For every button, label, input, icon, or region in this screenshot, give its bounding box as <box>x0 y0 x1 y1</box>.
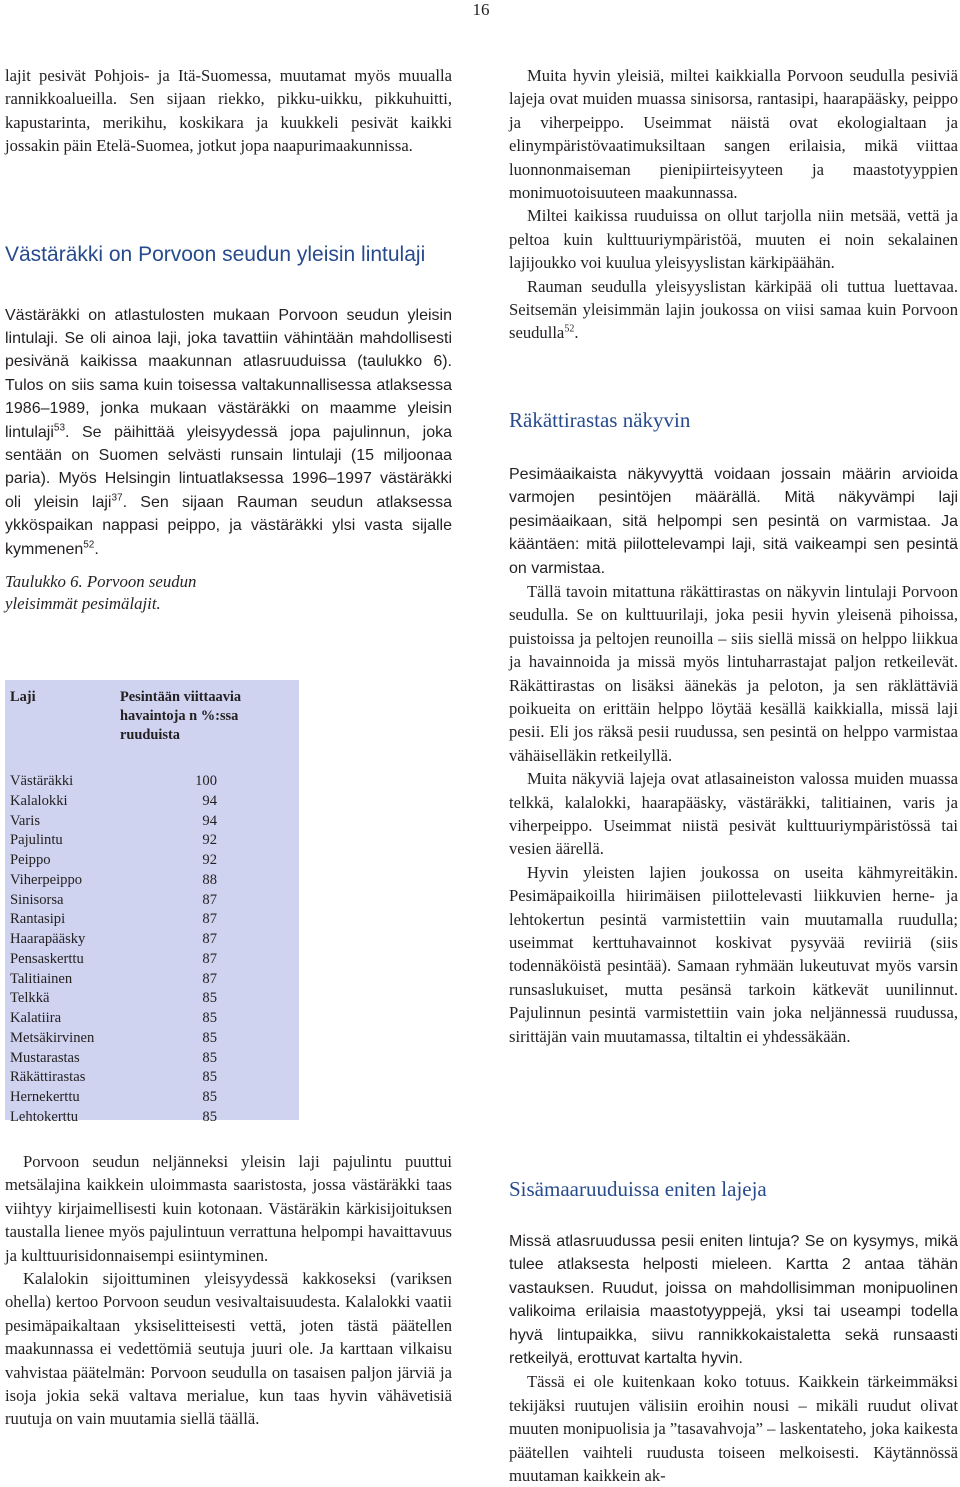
page-number: 16 <box>472 0 490 19</box>
species-name: Hernekerttu <box>10 1089 80 1105</box>
species-name: Lehtokerttu <box>10 1108 79 1125</box>
table-row <box>10 1088 294 1108</box>
section-heading-rakattirastas: Räkättirastas näkyvin <box>509 407 691 432</box>
table-header <box>10 688 294 745</box>
species-percentage: 85 <box>202 1089 217 1105</box>
section-heading-vastarakki: Västäräkki on Porvoon seudun yleisin lintulaji <box>5 242 426 266</box>
left-column <box>5 64 452 615</box>
table-row <box>10 1108 294 1128</box>
species-name: Pensaskerttu <box>10 950 84 967</box>
table-row <box>10 792 294 812</box>
header-species: Laji <box>10 689 36 705</box>
species-percentage: 88 <box>202 871 217 888</box>
species-name: Telkkä <box>10 990 50 1007</box>
table-row <box>10 930 294 950</box>
paragraph-rauma: Rauman seudulla yleisyyslistan kärkipää oli tuttua luettavaa. Seitsemän yleisimmän lajin joukossa on viisi samaa kuin Porvoon seudulla$^{52}$. <box>509 276 958 343</box>
species-name: Räkättirastas <box>10 1069 86 1086</box>
table-row <box>10 851 294 871</box>
section-lede-visibility: Pesimäaikaista näkyvyyttä voidaan jossain määrin arvioida varmojen pesintöjen määrällä. Mitä näkyvämpi laji pesimäaikaan, sitä helpompi sen pesintä on varmistaa. Ja kääntäen: mitä piilottelevampi laji, sitä vaikeampi sen pesintä on varmistaa. <box>509 465 958 577</box>
species-percentage: 85 <box>202 1049 217 1066</box>
table-row <box>10 1029 294 1049</box>
table-body <box>10 772 294 1128</box>
section-lede-inland: Missä atlasruudussa pesii eniten lintuja? Se on kysymys, mikä tulee atlaksesta helposti mieleen. Kartta 2 antaa tähän vastauksen. Ruudut, joissa on mahdollisimman monipuolinen valikoima erilaisia maastotyyppejä, yksi tai useampi todella hyvä lintupaikka, siivu rannikkokaistaletta sekä runsaasti retkeilyä, erottuvat kartalta hyvin. <box>509 1233 958 1368</box>
paragraph-rakattirastas: Tällä tavoin mitattuna räkättirastas on näkyvin lintulaji Porvoon seudulla. Se on kulttuurilaji, joka pesii hyvin yleisenä pihoissa, puistoissa ja peltojen reunoilla – siis siellä missä on helppo liikkua ja havainnoida ja missä myös lintuharrastajat paljon retkeilevät. Räkättirastas on lisäksi äänekäs ja peloton, ja sen räklättäviä poikueita on erittäin helppo löytää kesällä kaikkialla, missä laji pesii. Eli jos räksä pesii ruudussa, sen pesintä on helppo varmistaa vähäiselläkin retkeilyllä. <box>509 581 958 765</box>
table-row <box>10 970 294 990</box>
species-percentage: 87 <box>202 891 217 908</box>
right-column <box>509 64 958 1048</box>
table-row <box>10 1009 294 1029</box>
table-row <box>10 910 294 930</box>
section-body: Se oli ainoa laji, joka tavattiin vähintään mahdollisesti pesivänä kaikissa maakunnan atlasruuduissa (taulukko 6). Tulos on siis sama kuin toisessa valtakunnallisessa atlaksessa 1986–1989, jonka mukaan västäräkki on maamme yleisin lintulaji$^{53}$. Se päihittää yleisyydessä jopa pajulinnun, joka sentään on Suomen selvästi runsain lintulaji (15 miljoonaa paria). Myös Helsingin lintuatlaksessa 1996–1997 västäräkki oli yleisin laji$^{37}$. Sen sijaan Rauman seudun atlaksessa ykköspaikan nappasi peippo, ja västäräkki ylsi vasta sijalle kymmenen$^{52}$. <box>5 330 453 558</box>
species-percentage: 87 <box>202 911 217 928</box>
species-percentage: 85 <box>202 1069 217 1086</box>
species-name: Talitiainen <box>10 970 73 987</box>
table-row <box>10 812 294 832</box>
species-percentage: 94 <box>202 812 217 829</box>
species-percentage: 92 <box>202 832 217 849</box>
left-column-bottom <box>5 1150 452 1431</box>
species-name: Haarapääsky <box>10 931 86 947</box>
table-caption: Taulukko 6. Porvoon seudun yleisimmät pesimälajit. <box>5 572 197 614</box>
species-percentage: 94 <box>202 792 217 809</box>
species-percentage: 87 <box>202 970 217 987</box>
species-percentage: 85 <box>202 990 217 1007</box>
species-name: Pajulintu <box>10 832 63 849</box>
intro-paragraph: lajit pesivät Pohjois- ja Itä-Suomessa, muutamat myös muualla rannikkoalueilla. Sen sijaan riekko, pikku-uikku, pikkuhuitti, kapustarinta, merikihu, koskikara ja kuukkeli pesivät kaikki jossakin päin Etelä-Suomea, jotkut jopa naapurimaakunnissa. <box>5 66 452 156</box>
table-row <box>10 831 294 851</box>
lede-text: Västäräkki on atlastulosten mukaan Porvoon seudun yleisin lintulaji. <box>5 306 452 348</box>
section-lede <box>5 304 452 561</box>
species-name: Sinisorsa <box>10 891 64 908</box>
species-name: Kalalokki <box>10 792 68 809</box>
species-percentage: 85 <box>202 1010 217 1026</box>
table-row <box>10 1068 294 1088</box>
paragraph-kalalokki: Kalalokin sijoittuminen yleisyydessä kakkoseksi (variksen ohella) kertoo Porvoon seudun vesivaltaisuudesta. Kalalokki vaatii pesimäpaikaltaan yksiselitteisesti vettä, joten tästä päätellen maakunnassa ei vedettömiä seutuja juuri ole. Ja karttaan vilkaisu vahvistaa päätelmän: Porvoon seudulla on tasaisen paljon järviä ja isoja jokia sekä valtava merialue, kun taas hyvin vähävetisiä ruutuja on vain muutamia siellä täällä. <box>5 1269 452 1429</box>
paragraph-truth: Tässä ei ole kuitenkaan koko totuus. Kaikkein tärkeimmäksi tekijäksi ruutujen välisiin eroihin nousi – mikäli ruudut olivat muuten monipuolisia ja ”tasavahvoja” – laskentateho, joka kaikesta päätellen vaihteli ruudusta toiseen melkoisesti. Käytännössä muutaman kaikkein ak- <box>509 1372 958 1486</box>
species-name: Viherpeippo <box>10 871 83 888</box>
header-percentage: Pesintään viittaavia havaintoja n %:ssa ruuduista <box>120 689 242 743</box>
table-row <box>10 871 294 891</box>
species-percentage: 85 <box>202 1108 217 1125</box>
species-name: Mustarastas <box>10 1049 80 1066</box>
species-percentage: 92 <box>202 852 217 868</box>
species-table <box>5 680 299 1125</box>
species-name: Kalatiira <box>10 1010 62 1026</box>
paragraph-hidden-species: Hyvin yleisten lajien joukossa on useita kähmyreitäkin. Pesimäpaikoilla hiirimäisen piilottelevasti liikkuvien herne- ja lehtokertun pesintä varmistettiin vain muutamalla ruudulla; useimmat kerttuhavainnot koskivat pysyvää reviiriä (siis todennäköistä pesintää). Samaan ryhmään lukeutuvat myös varsin runsaslukuiset, mutta pesänsä tarkoin kätkevät uunilinnut. Pajulinnun pesintä varmistettiin vain joka neljännessä ruudussa, sirittäjän vain muutamassa, tiltaltin ei yhdessäkään. <box>509 862 958 1046</box>
paragraph-common-species: Muita hyvin yleisiä, miltei kaikkialla Porvoon seudulla pesiviä lajeja ovat muiden muassa sinisorsa, rantasipi, haarapääsky, peippo ja viherpeippo. Useimmat näistä ovat ekologialtaan ja elinympäristövaatimuksiltaan sangen erilaisia, mikä viittaa luonnonmaiseman pienipiirteisyyteen ja maastotyyppien monimuotoisuuteen maakunnassa. <box>509 66 958 203</box>
table-row <box>10 891 294 911</box>
right-column-bottom <box>509 1174 958 1487</box>
paragraph-pajulintu: Porvoon seudun neljänneksi yleisin laji pajulintu puuttui metsälajina kaikkein uloimmasta saaristosta, jossa västäräkki taas viihtyy kirjaimellisesti kuin kotonaan. Västäräkin kärkisijoituksen taustalla lienee myös pajulintuun verrattuna helpompi havaittavuus ja kulttuurisidonnaisempi esiintyminen. <box>5 1152 452 1265</box>
species-percentage: 100 <box>195 773 217 789</box>
table-row <box>10 989 294 1009</box>
species-name: Varis <box>10 812 40 829</box>
table-row <box>10 1049 294 1069</box>
species-name: Västäräkki <box>10 773 74 789</box>
paragraph-visible-species: Muita näkyviä lajeja ovat atlasaineiston valossa muiden muassa telkkä, kalalokki, haarapääsky, västäräkki, talitiainen, varis ja viherpeippo. Useimmat niistä pesivät kulttuuriympäristössä tai vesien äärellä. <box>509 769 958 859</box>
species-percentage: 87 <box>202 950 217 967</box>
species-name: Metsäkirvinen <box>10 1029 95 1046</box>
species-name: Rantasipi <box>10 911 66 928</box>
table-row <box>10 950 294 970</box>
species-percentage: 87 <box>202 931 217 947</box>
species-name: Peippo <box>10 852 51 868</box>
section-heading-sisamaa: Sisämaaruuduissa eniten lajeja <box>509 1177 767 1201</box>
table-row <box>10 772 294 792</box>
species-percentage: 85 <box>202 1029 217 1046</box>
paragraph-habitats: Miltei kaikissa ruuduissa on ollut tarjolla niin metsää, vettä ja peltoa kuin kulttuuriympäristöä, muuten ei noin sekalainen lajijoukko voi kuulua yleisyyslistan kärkipäähän. <box>509 206 958 273</box>
